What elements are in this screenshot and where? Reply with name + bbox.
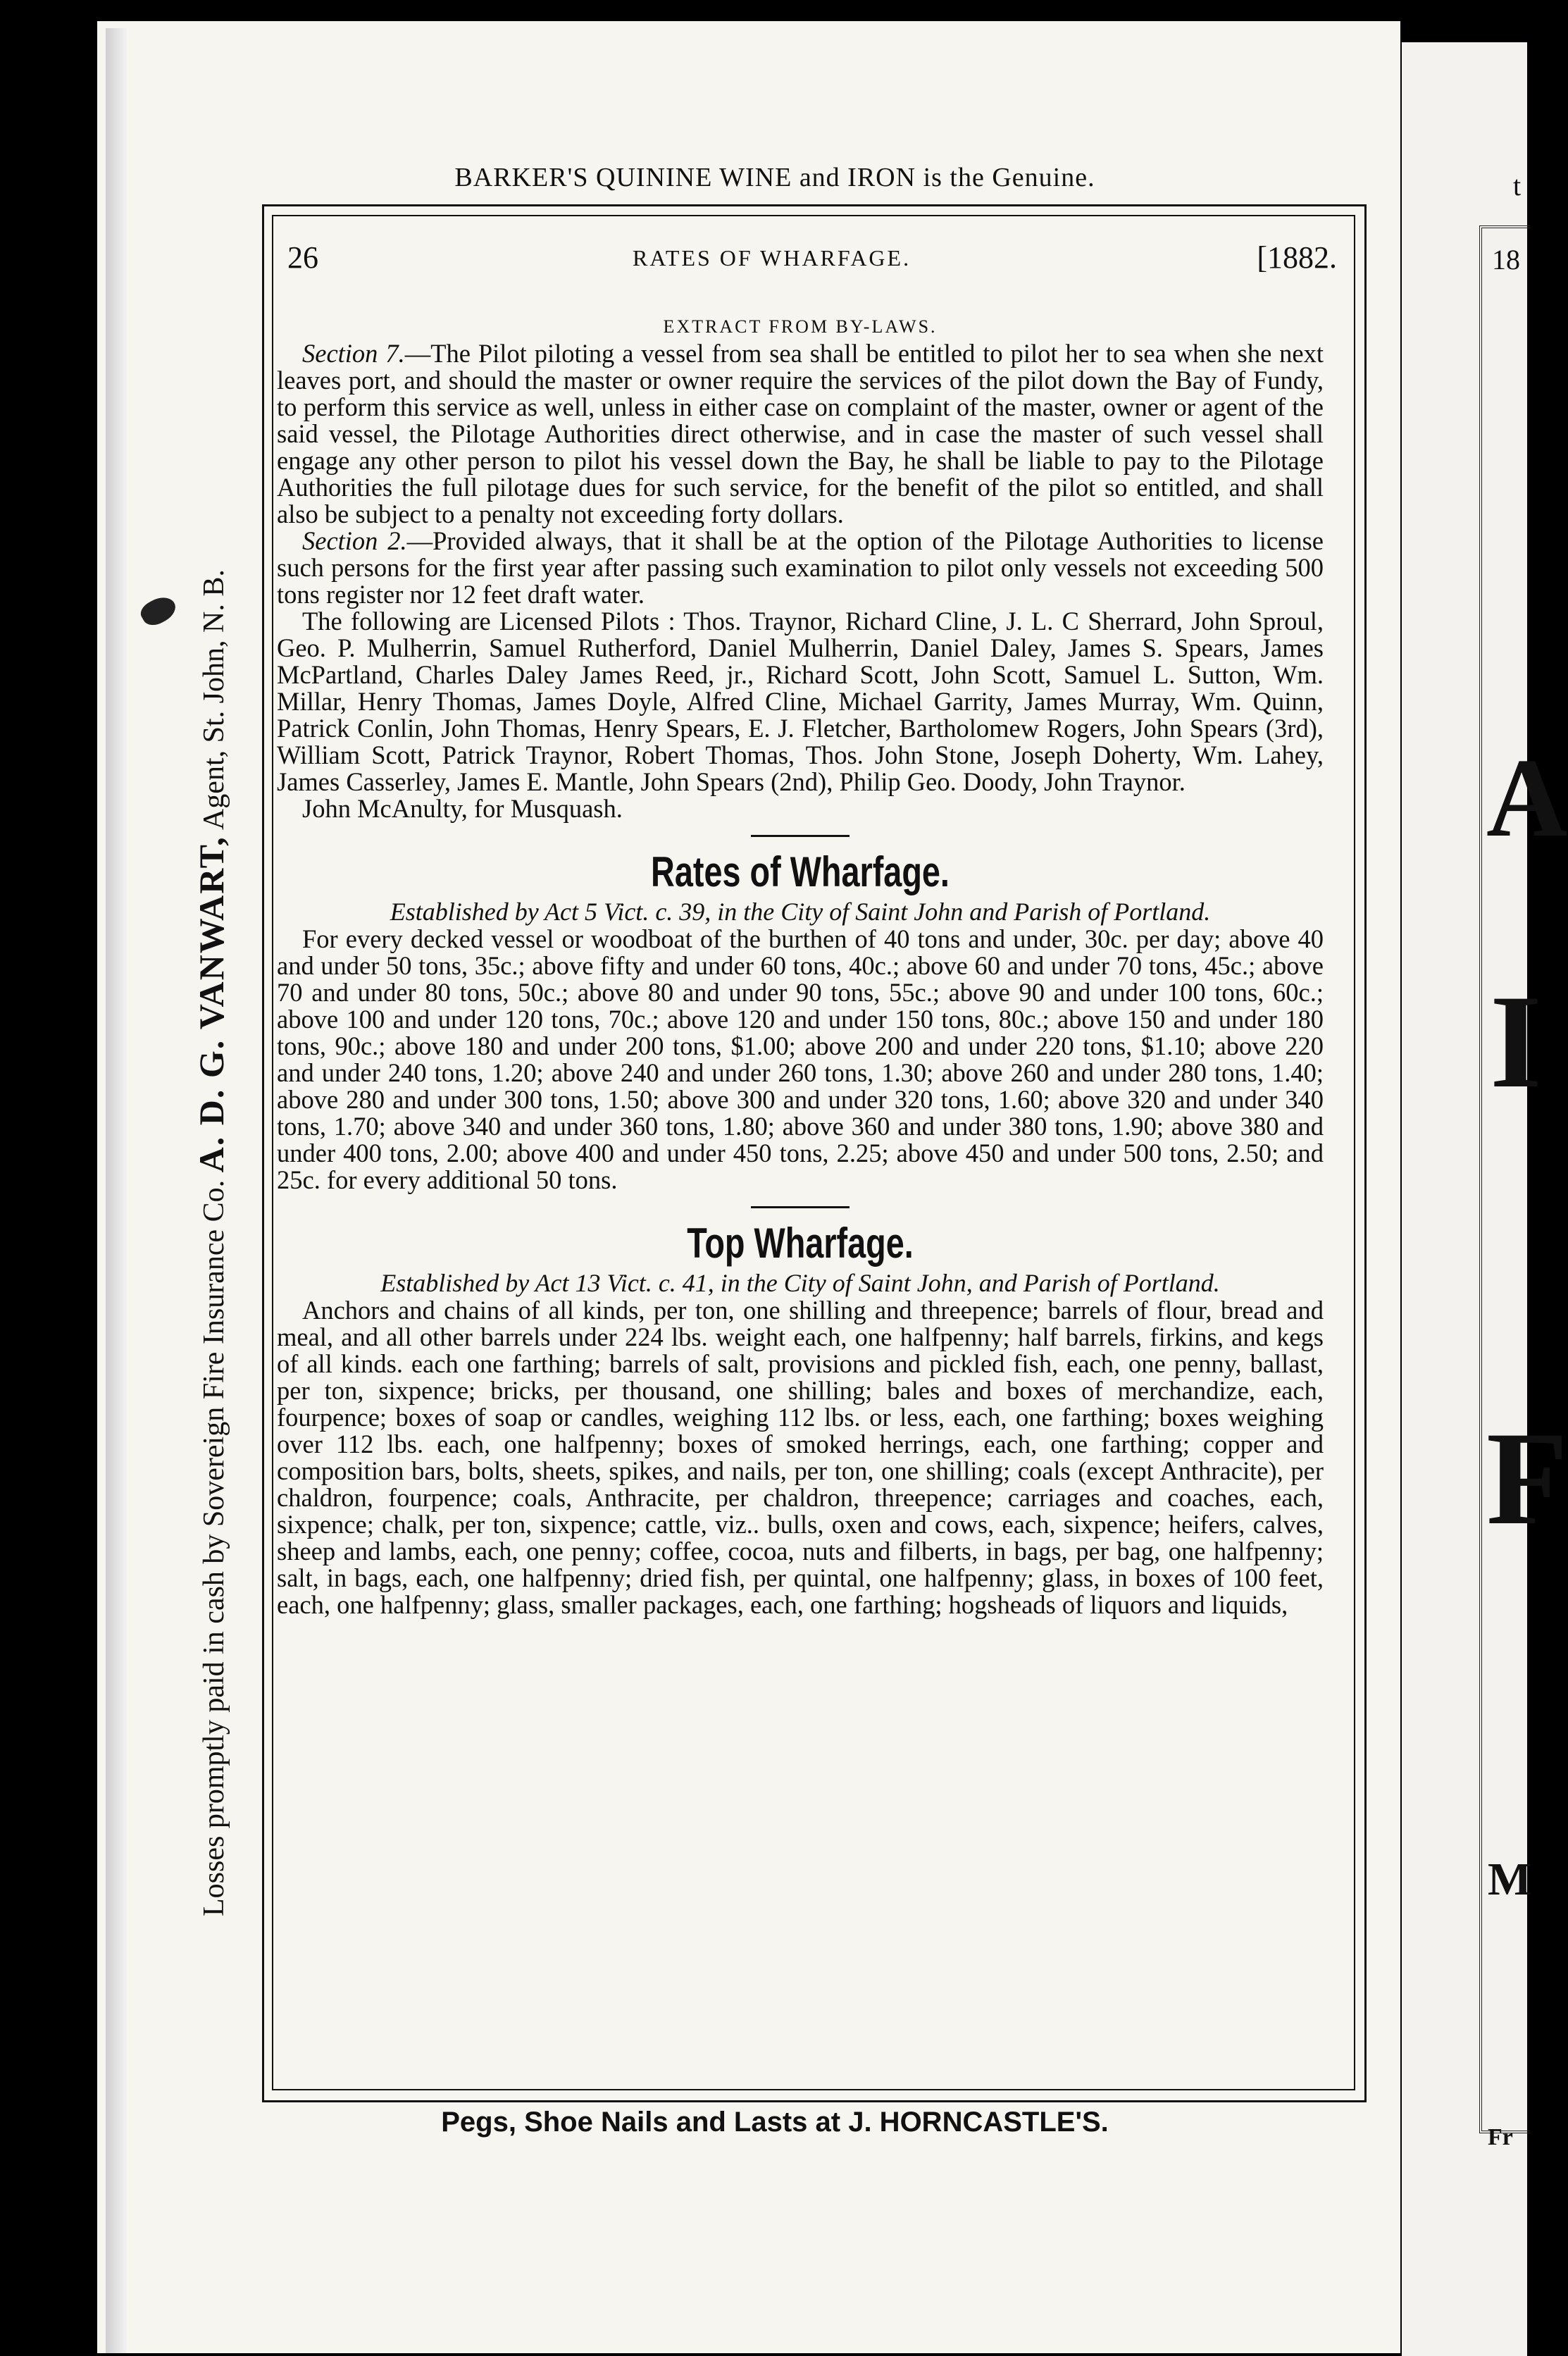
side-advertisement: [180, 282, 243, 1916]
running-head: [287, 240, 1337, 282]
adjacent-fragment-5: F: [1486, 1405, 1568, 1553]
rates-paragraph: For every decked vessel or woodboat of the burthen of 40 tons and under, 30c. per day; above 40 and under 50 tons, 35c.; above fifty and under 60 tons, 40c.; above 60 and under 70 tons, 45c.; above 70 and under 80 tons, 50c.; above 80 and under 90 tons, 55c.; above 90 and under 100 tons, 60c.; above 100 and under 120 tons, 70c.; above 120 and under 150 tons, 80c.; above 150 and under 180 tons, 90c.; above 180 and under 200 tons, $1.00; above 200 and under 220 tons, $1.10; above 220 and under 240 tons, 1.20; above 240 and under 260 tons, 1.30; above 260 and under 280 tons, 1.40; above 280 and under 300 tons, 1.50; above 300 and under 320 tons, 1.60; above 320 and under 340 tons, 1.70; above 340 and under 360 tons, 1.80; above 360 and under 380 tons, 1.90; above 380 and under 400 tons, 2.00; above 400 and under 450 tons, 2.25; above 450 and under 500 tons, 2.50; and 25c. for every additional 50 tons.: [277, 924, 1324, 1194]
footer-advertisement: Pegs, Shoe Nails and Lasts at J. HORNCASTLE'S.: [441, 2107, 1109, 2138]
section-divider: [751, 1206, 850, 1208]
adjacent-fragment-4: I: [1490, 968, 1542, 1116]
page-number: 26: [287, 240, 318, 275]
section-7-paragraph: [277, 340, 1324, 528]
side-ad-suffix: Agent, St. John, N. B.: [198, 569, 230, 831]
adjacent-fragment-3: A: [1486, 735, 1568, 860]
section-2-label: Section 2.: [302, 526, 407, 555]
section-7-label: Section 7.: [302, 339, 405, 368]
section-divider: [751, 835, 850, 837]
rates-established: Established by Act 5 Vict. c. 39, in the City of Saint John and Parish of Portland.: [390, 898, 1211, 926]
section-2-text: —Provided always, that it shall be at the option of the Pilotage Authorities to license such persons for the first year after passing such examination to pilot only vessels not exceeding 500 tons register nor 12 feet draft water.: [277, 526, 1324, 609]
top-banner: BARKER'S QUININE WINE and IRON is the Genuine.: [454, 163, 1095, 192]
running-title: RATES OF WHARFAGE.: [633, 245, 911, 271]
section-2-paragraph: [277, 528, 1324, 608]
top-wharfage-heading: Top Wharfage.: [687, 1220, 914, 1267]
extract-title: EXTRACT FROM BY-LAWS.: [663, 316, 938, 337]
musquash-line: John McAnulty, for Musquash.: [302, 794, 623, 823]
adjacent-fragment-7: Fr: [1488, 2124, 1513, 2150]
top-wharfage-established: Established by Act 13 Vict. c. 41, in the City of Saint John, and Parish of Portland.: [380, 1269, 1220, 1297]
adjacent-fragment-1: t: [1513, 170, 1522, 202]
page-content: [277, 314, 1324, 1618]
rates-heading: Rates of Wharfage.: [651, 848, 950, 895]
side-ad-prefix: Losses promptly paid in cash by Sovereign Fire Insurance Co.: [198, 1179, 230, 1916]
page-edge: [106, 28, 127, 2353]
adjacent-page-frame: [1479, 225, 1530, 2133]
top-wharfage-paragraph: Anchors and chains of all kinds, per ton, one shilling and threepence; barrels of flour, bread and meal, and all other barrels under 224 lbs. weight each, one halfpenny; half barrels, firkins, and kegs of all kinds. each one farthing; barrels of salt, provisions and pickled fish, each, one penny, ballast, per ton, sixpence; bricks, per thousand, one shilling; bales and boxes of merchandize, each, fourpence; boxes of soap or candles, weighing 112 lbs. or less, each, one farthing; boxes weighing over 112 lbs. each, one halfpenny; boxes of smoked herrings, each, one farthing; copper and composition bars, bolts, sheets, spikes, and nails, per ton, one shilling; coals (except Anthracite), per chaldron, fourpence; coals, Anthracite, per chaldron, threepence; carriages and coaches, each, sixpence; chalk, per ton, sixpence; cattle, viz.. bulls, oxen and cows, each, sixpence; heifers, calves, sheep and lambs, each, one penny; coffee, cocoa, nuts and filberts, in bags, per bag, one halfpenny; salt, in bags, each, one halfpenny; dried fish, per quintal, one halfpenny; glass, in boxes of 100 feet, each, one halfpenny; glass, smaller packages, each, one farthing; hogsheads of liquors and liquids,: [277, 1296, 1324, 1619]
section-7-text: —The Pilot piloting a vessel from sea shall be entitled to pilot her to sea when she next leaves port, and should the master or owner require the services of the pilot down the Bay of Fundy, to perform this service as well, unless in either case on complaint of the master, owner or agent of the said vessel, the Pilotage Authorities direct otherwise, and in case the master of such vessel shall engage any other person to pilot his vessel down the Bay, he shall be liable to pay to the Pilotage Authorities the full pilotage dues for such service, for the benefit of the pilot so entitled, and shall also be subject to a penalty not exceeding forty dollars.: [277, 339, 1324, 528]
licensed-pilots-paragraph: The following are Licensed Pilots : Thos. Traynor, Richard Cline, J. L. C Sherrard, John Sproul, Geo. P. Mulherrin, Samuel Rutherford, Daniel Mulherrin, Daniel Daley, James S. Spears, James McPartland, Charles Daley James Reed, jr., Richard Scott, John Scott, Samuel L. Sutton, Wm. Millar, Henry Thomas, James Doyle, Alfred Cline, Michael Garrity, James Murray, Wm. Quinn, Patrick Conlin, John Thomas, Henry Spears, E. J. Fletcher, Bartholomew Rogers, John Spears (3rd), William Scott, Patrick Traynor, Robert Thomas, Thos. John Stone, Joseph Doherty, Wm. Lahey, James Casserley, James E. Mantle, John Spears (2nd), Philip Geo. Doody, John Traynor.: [277, 607, 1324, 796]
adjacent-fragment-6: M: [1488, 1854, 1532, 1905]
side-ad-agent: A. D. G. VANWART,: [192, 836, 231, 1173]
year: [1882.: [1257, 240, 1337, 275]
adjacent-fragment-2: 18: [1492, 244, 1520, 275]
